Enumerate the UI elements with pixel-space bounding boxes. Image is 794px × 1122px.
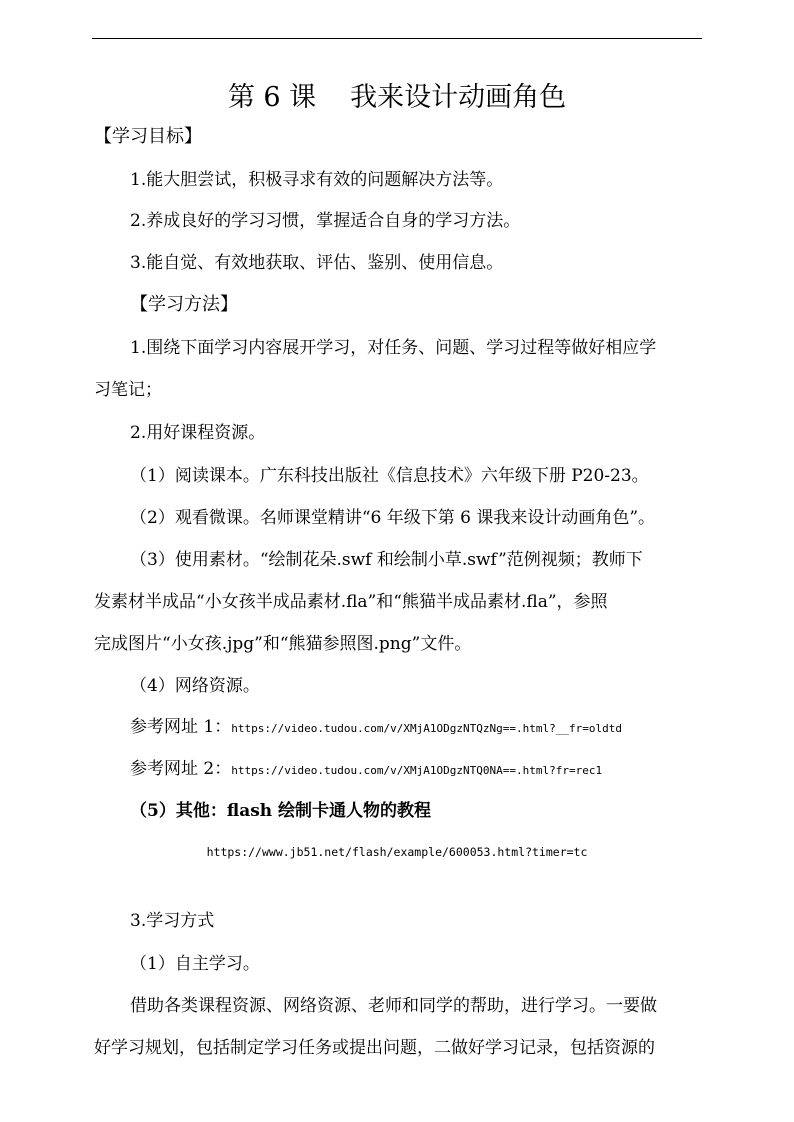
resource-5: （5）其他：flash 绘制卡通人物的教程 bbox=[130, 801, 432, 821]
method-item-2: 2.用好课程资源。 bbox=[130, 423, 266, 443]
objective-item-2: 2.养成良好的学习习惯，掌握适合自身的学习方法。 bbox=[130, 211, 521, 231]
reference-1-label: 参考网址 1： bbox=[130, 717, 232, 737]
reference-2-label: 参考网址 2： bbox=[130, 759, 232, 779]
header-rule bbox=[92, 38, 702, 39]
style-paragraph-line-1: 借助各类课程资源、网络资源、老师和同学的帮助，进行学习。一要做 bbox=[130, 996, 657, 1016]
resource-4: （4）网络资源。 bbox=[130, 676, 260, 696]
lesson-number: 第 6 课 bbox=[227, 82, 317, 113]
resource-3-line-3: 完成图片“小女孩.jpg”和“熊猫参照图.png”文件。 bbox=[94, 634, 472, 654]
resource-1: （1）阅读课本。广东科技出版社《信息技术》六年级下册 P20-23。 bbox=[130, 466, 649, 486]
methods-heading: 【学习方法】 bbox=[130, 294, 238, 315]
objectives-heading: 【学习目标】 bbox=[94, 126, 202, 147]
method-item-1-line-2: 习笔记； bbox=[94, 380, 162, 400]
reference-1-url[interactable]: https://video.tudou.com/v/XMjA1ODgzNTQzNg==.html?__fr=oldtd bbox=[231, 722, 622, 735]
resource-3-line-2: 发素材半成品“小女孩半成品素材.fla”和“熊猫半成品素材.fla”，参照 bbox=[94, 592, 608, 612]
resource-2: （2）观看微课。名师课堂精讲“6 年级下第 6 课我来设计动画角色”。 bbox=[130, 508, 656, 528]
style-sub-1: （1）自主学习。 bbox=[130, 954, 260, 974]
reference-1 bbox=[130, 719, 622, 736]
page-title bbox=[0, 84, 794, 111]
objective-item-3: 3.能自觉、有效地获取、评估、鉴别、使用信息。 bbox=[130, 253, 504, 273]
lesson-name: 我来设计动画角色 bbox=[350, 82, 567, 113]
resource-3-line-1: （3）使用素材。“绘制花朵.swf 和绘制小草.swf”范例视频；教师下 bbox=[130, 550, 643, 570]
objective-item-1: 1.能大胆尝试，积极寻求有效的问题解决方法等。 bbox=[130, 170, 504, 190]
reference-2 bbox=[130, 761, 602, 778]
resource-5-url[interactable]: https://www.jb51.net/flash/example/600053.html?timer=tc bbox=[206, 845, 588, 859]
style-heading: 3.学习方式 bbox=[130, 911, 215, 931]
method-item-1-line-1: 1.围绕下面学习内容展开学习，对任务、问题、学习过程等做好相应学 bbox=[130, 338, 657, 358]
style-paragraph-line-2: 好学习规划，包括制定学习任务或提出问题，二做好学习记录，包括资源的 bbox=[94, 1038, 655, 1058]
reference-2-url[interactable]: https://video.tudou.com/v/XMjA1ODgzNTQ0NA==.html?fr=rec1 bbox=[231, 764, 603, 777]
